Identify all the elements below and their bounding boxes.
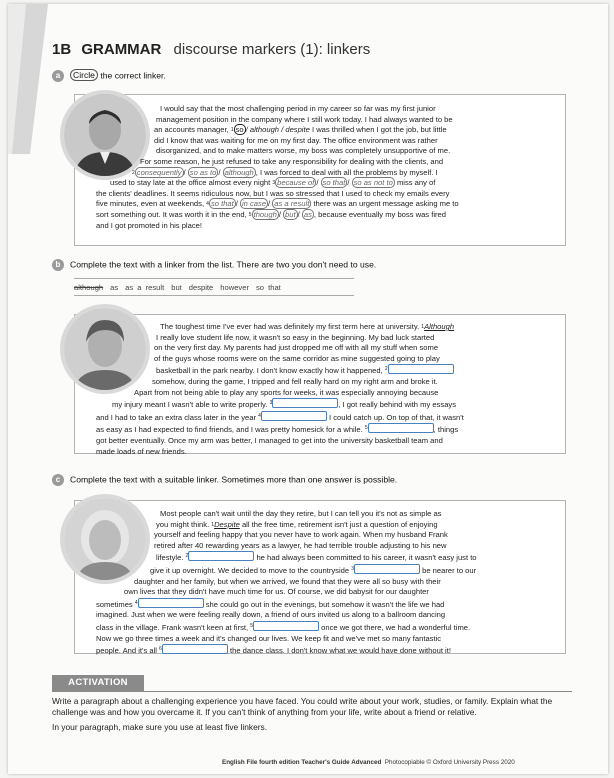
text-line: The toughest time I've ever had was definitely my first term here at university. $^1$Although bbox=[160, 322, 455, 331]
text-line: disorganized, and to make matters worse, my boss was completely unsupportive of me. bbox=[156, 146, 451, 156]
text-a bbox=[94, 104, 556, 231]
text-line: used to stay late at the office almost every night $^3$ because of / so that / so as not to miss any of bbox=[110, 178, 436, 188]
activation-rule bbox=[52, 691, 572, 692]
text-line: own lives that they didn't have much time for us. Of course, we did babysit for our daughter bbox=[124, 587, 429, 597]
text-line: For some reason, he just refused to take any responsibility for dealing with the clients, and bbox=[140, 156, 444, 166]
text-line: made loads of new friends. bbox=[96, 446, 187, 456]
copyright: Photocopiable © Oxford University Press 2020 bbox=[384, 759, 515, 766]
activation-paragraph: In your paragraph, make sure you use at least five linkers. bbox=[52, 721, 268, 732]
text-line: lifestyle. $^2$ he had always been committed to his career, it wasn't easy just to bbox=[156, 553, 477, 563]
word-item: although bbox=[74, 283, 104, 292]
answer-gap[interactable] bbox=[138, 598, 204, 608]
text-line: got better eventually. Once my arm was better, I managed to get into the university basketball team and bbox=[96, 435, 443, 445]
answer-gap[interactable] bbox=[368, 423, 434, 433]
text-line: as easy as I had expected to find friends, and I was pretty homesick for a while. $^5$ , things bbox=[96, 425, 459, 435]
instruction-b bbox=[52, 259, 376, 271]
instruction-a bbox=[52, 70, 166, 82]
answer-gap[interactable] bbox=[188, 551, 254, 561]
text-line: five minutes, even at weekends, $^4$ so that / in case / as a result there was an urgent message asking me to bbox=[96, 199, 459, 209]
activation-paragraph: Write a paragraph about a challenging experience you have faced. You could write about your work, studies, or family. Explain what the challenge was and how you overcame it. If you can't think of anything from your life, write about a friend or relative. bbox=[52, 696, 553, 718]
instruction-b-text: Complete the text with a linker from the list. There are two you don't need to use. bbox=[70, 259, 377, 270]
text-line: I would say that the most challenging period in my career so far was my first junior bbox=[160, 104, 436, 113]
text-line: class in the village. Frank wasn't keen at first, $^5$ once we got there, we had a wonderful time. bbox=[96, 622, 471, 632]
option[interactable]: as bbox=[303, 209, 312, 219]
word-list-rule-bottom bbox=[74, 295, 354, 296]
text-line: did I know that was waiting for me on my first day. The office environment was rather bbox=[154, 135, 438, 145]
text-line: management position in the company where I still work today. I had always wanted to be bbox=[156, 114, 453, 124]
option[interactable]: so that bbox=[210, 199, 234, 209]
text-line: give it up overnight. We decided to move to the countryside $^3$ be nearer to our bbox=[150, 565, 477, 575]
book-title: English File fourth edition Teacher's Guide Advanced bbox=[222, 759, 382, 766]
text-line: yourself and feeling happy that you never have to work again. When my husband Frank bbox=[154, 530, 448, 540]
text-line: people. And it's all $^6$ the dance class. I don't know what we would have done without it! bbox=[96, 646, 451, 656]
example-answer: Although bbox=[424, 322, 455, 331]
text-line: the clients' deadlines. It seems ridiculous now, but I was so stressed that I used to check my emails every bbox=[96, 188, 450, 198]
option[interactable]: consequently bbox=[136, 167, 182, 177]
text-line: my injury meant I wasn't able to write properly. $^3$ , I got really behind with my essays bbox=[112, 400, 457, 410]
word-item: despite bbox=[188, 283, 214, 292]
answer-gap[interactable] bbox=[261, 411, 327, 421]
option[interactable]: so as not to bbox=[353, 178, 393, 188]
word-item: but bbox=[171, 283, 182, 292]
page-footer bbox=[222, 759, 515, 766]
answer-gap[interactable] bbox=[388, 364, 454, 374]
section-badge-b: b bbox=[52, 259, 64, 271]
text-line: on the very first day. My parents had just dropped me off with all my stuff when some bbox=[154, 343, 439, 353]
options: / although / despite bbox=[245, 125, 310, 135]
option[interactable]: though bbox=[253, 209, 277, 219]
word-item: as a result bbox=[125, 283, 165, 292]
section-topic: discourse markers (1): linkers bbox=[173, 41, 371, 58]
example-answer: Despite bbox=[214, 519, 240, 529]
word-item: so that bbox=[255, 283, 281, 292]
page-corner-decoration bbox=[8, 4, 48, 154]
text-line: and I got promoted in his place! bbox=[96, 220, 202, 230]
section-badge-a: a bbox=[52, 70, 64, 82]
instruction-circle-word: Circle bbox=[70, 69, 98, 81]
text-line: daughter and her family, but when we arrived, we found that they were all so busy with their bbox=[134, 576, 441, 586]
option[interactable]: in case bbox=[241, 199, 267, 209]
option[interactable]: as a result bbox=[274, 199, 310, 209]
activation-text bbox=[52, 696, 572, 733]
option-selected[interactable]: so bbox=[235, 125, 244, 135]
answer-gap[interactable] bbox=[354, 564, 420, 574]
text-line: I really love student life now, it wasn't so easy in the beginning. My bad luck started bbox=[156, 332, 435, 342]
option[interactable]: although bbox=[224, 167, 254, 177]
text-line: $^2$ consequently / so as to / although , I was forced to deal with all the problems by myself. I bbox=[132, 167, 438, 177]
section-name: GRAMMAR bbox=[81, 41, 162, 58]
word-item: as bbox=[110, 283, 119, 292]
text-line: Apart from not being able to play any sports for weeks, it was especially annoying because bbox=[134, 387, 439, 397]
instruction-c-text: Complete the text with a suitable linker. Sometimes more than one answer is possible. bbox=[70, 474, 398, 485]
text-line: sometimes $^4$ she could go out in the evenings, but somehow it wasn't the life we had bbox=[96, 599, 445, 609]
text-b bbox=[94, 322, 556, 457]
word-list-rule-top bbox=[74, 278, 354, 279]
answer-gap[interactable] bbox=[253, 621, 319, 631]
answer-gap[interactable] bbox=[272, 398, 338, 408]
word-list bbox=[74, 283, 288, 292]
text-line: Now we go three times a week and it's changed our lives. We keep fit and we've met so many fantastic bbox=[96, 633, 442, 643]
text-line: of the guys whose rooms were on the same corridor as mine suggested going to play bbox=[154, 353, 440, 363]
word-item: however bbox=[220, 283, 249, 292]
text-line: somehow, during the game, I tripped and fell really hard on my right arm and broke it. bbox=[152, 376, 438, 386]
activation-heading: ACTIVATION bbox=[52, 675, 144, 691]
text-line: an accounts manager, $^1$ so / although / despite I was thrilled when I got the job, but little bbox=[154, 125, 447, 135]
page-title bbox=[52, 41, 370, 58]
section-badge-c: c bbox=[52, 474, 64, 486]
text-line: basketball in the park nearby. I don't know exactly how it happened, $^2$ bbox=[94, 364, 556, 377]
text-line: and I had to take an extra class later in the year $^4$ I could catch up. On top of that, it wasn't bbox=[96, 412, 464, 422]
option[interactable]: but bbox=[285, 209, 296, 219]
text-line: Most people can't wait until the day they retire, but I can tell you it's not as simple as bbox=[160, 509, 442, 518]
worksheet-page bbox=[8, 4, 608, 774]
text-line: retired after 40 rewarding years as a lawyer, he had terrible trouble adjusting to his new bbox=[154, 540, 447, 550]
text-line: imagined. Just when we were feeling really down, a friend of ours invited us along to a ballroom dancing bbox=[96, 610, 446, 620]
lesson-code: 1B bbox=[52, 41, 72, 58]
option[interactable]: so that bbox=[322, 178, 346, 188]
instruction-a-text: the correct linker. bbox=[97, 70, 166, 81]
text-c bbox=[94, 509, 556, 657]
option[interactable]: because of bbox=[277, 178, 315, 188]
text-line: you might think. $^1$Despite all the free time, retirement isn't just a question of enjoying bbox=[156, 519, 438, 529]
instruction-c bbox=[52, 474, 397, 486]
option[interactable]: so as to bbox=[189, 167, 217, 177]
text-line: sort something out. It was worth it in the end, $^5$ though / but / as , because eventually my boss was fired bbox=[96, 209, 446, 219]
answer-gap[interactable] bbox=[162, 644, 228, 654]
